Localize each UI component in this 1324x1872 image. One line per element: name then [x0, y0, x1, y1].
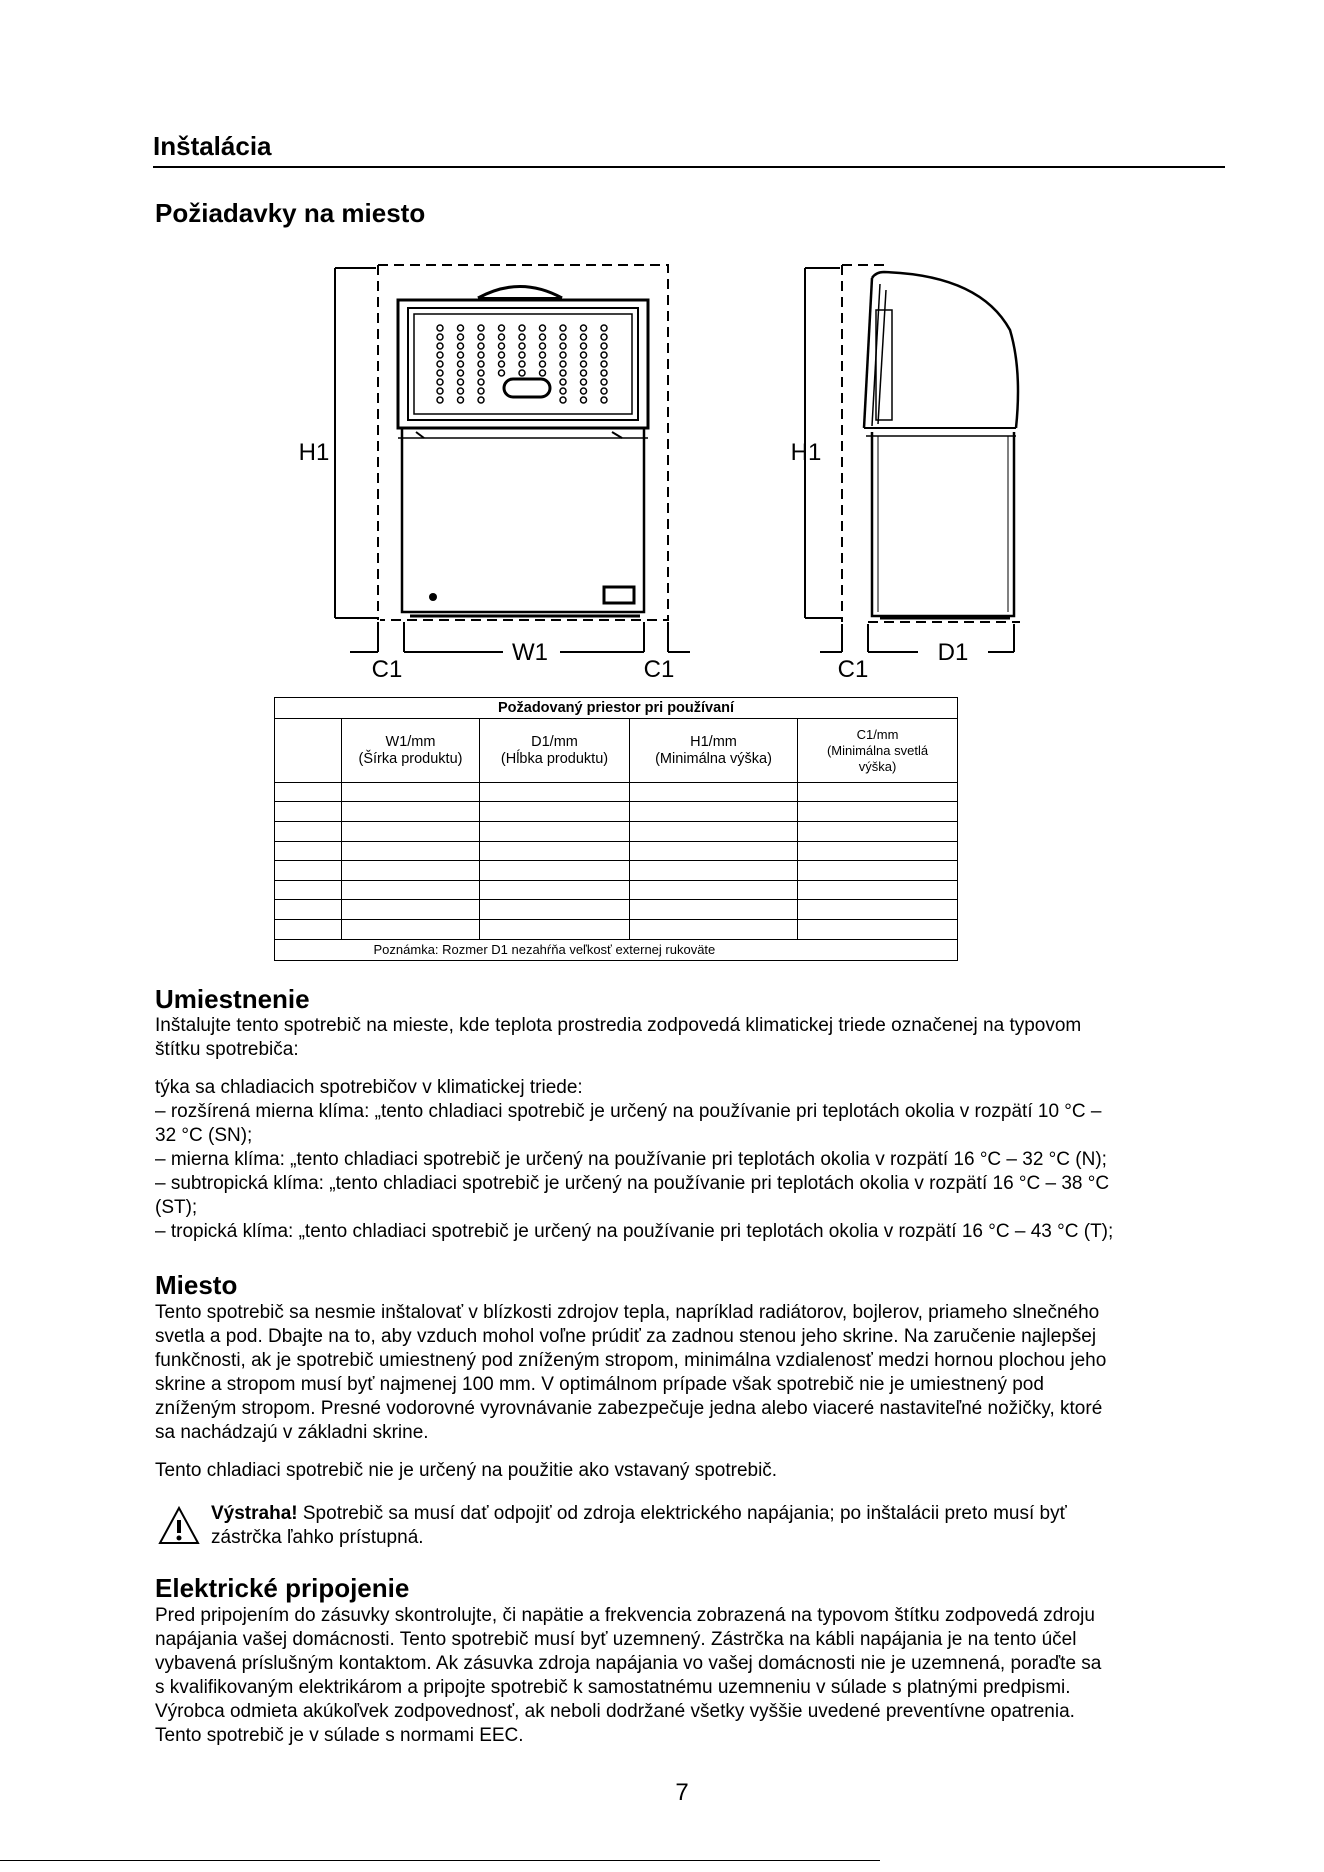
side-d1-label: D1	[937, 639, 969, 666]
vent-dot	[601, 343, 607, 349]
vent-dot	[519, 370, 525, 376]
vent-dot	[458, 379, 464, 385]
vent-dot	[560, 370, 566, 376]
vent-dot	[560, 325, 566, 331]
vent-dot	[581, 370, 587, 376]
vent-dot	[478, 370, 484, 376]
vent-dot	[560, 379, 566, 385]
table-row	[275, 880, 958, 900]
vent-dot	[499, 370, 505, 376]
vent-dot	[540, 343, 546, 349]
vent-dot	[437, 343, 443, 349]
table-row	[275, 841, 958, 861]
vent-dot	[458, 370, 464, 376]
side-h1-label: H1	[790, 439, 822, 466]
vent-dot	[437, 325, 443, 331]
section-location: Miesto	[155, 1270, 238, 1300]
table-row	[275, 822, 958, 842]
table-head-blank	[275, 719, 342, 783]
vent-dot	[540, 370, 546, 376]
heading-rule	[153, 166, 1225, 168]
front-w1-label: W1	[512, 639, 548, 666]
vent-dot	[499, 334, 505, 340]
vent-dot	[437, 352, 443, 358]
vent-dot	[458, 361, 464, 367]
vent-dot	[560, 361, 566, 367]
front-h1-label: H1	[298, 439, 330, 466]
warning-icon	[157, 1505, 201, 1547]
vent-dot	[458, 388, 464, 394]
electrical-paragraph: Pred pripojením do zásuvky skontrolujte, či napätie a frekvencia zobrazená na typovom štítku zodpovedá zdroju napájania vašej domácnosti. Tento spotrebič musí byť uzemnený. Zástrčka na kábli napájania je na tento účel vybavená príslušným kontaktom. Ak zásuvka zdroja napájania vo vašej domácnosti nie je uzemnená, poraďte sa s kvalifikovaným elektrikárom a pripojte spotrebič k samostatnému uzemneniu v súlade s platnými predpismi. Výrobca odmieta akúkoľvek zodpovednosť, ak neboli dodržané všetky vyššie uvedené preventívne opatrenia. Tento spotrebič je v súlade s normami EEC.	[155, 1605, 1102, 1746]
table-row	[275, 782, 958, 802]
table-row	[275, 920, 958, 940]
lock-dot	[429, 593, 437, 601]
dimension-diagram	[0, 250, 1324, 690]
section-placement: Umiestnenie	[155, 984, 310, 1014]
vent-dot	[540, 325, 546, 331]
vent-dot	[560, 343, 566, 349]
vent-dot	[540, 361, 546, 367]
vent-dot	[560, 334, 566, 340]
vent-dot	[581, 397, 587, 403]
vent-dot	[519, 334, 525, 340]
space-requirements-table	[274, 697, 958, 961]
vent-dot	[601, 325, 607, 331]
table-head-d1: D1/mm (Hĺbka produktu)	[480, 719, 630, 783]
vent-dot	[478, 343, 484, 349]
footer-rule	[0, 1860, 880, 1861]
vent-dot	[519, 361, 525, 367]
vent-dot	[478, 334, 484, 340]
vent-dot	[581, 388, 587, 394]
front-c1-right-label: C1	[643, 656, 675, 683]
vent-dot	[437, 370, 443, 376]
lid-vent-pattern	[437, 325, 607, 403]
location-paragraph: Tento spotrebič sa nesmie inštalovať v blízkosti zdrojov tepla, napríklad radiátorov, bojlerov, priameho slnečného svetla a pod. Dbajte na to, aby vzduch mohol voľne prúdiť za zadnou stenou jeho skrine. Na zaručenie najlepšej funkčnosti, ak je spotrebič umiestnený pod zníženým stropom, minimálna vzdialenosť medzi hornou plochou jeho skrine a stropom musí byť najmenej 100 mm. V optimálnom prípade však spotrebič nie je umiestnený pod zníženým stropom. Presné vodorovné vyrovnávanie zabezpečuje jedna alebo viaceré nastaviteľné nožičky, ktoré sa nachádzajú v základni skrine. Tento chladiaci spotrebič nie je určený na použitie ako vstavaný spotrebič.	[155, 1302, 1107, 1481]
vent-dot	[437, 379, 443, 385]
warning-text: Výstraha! Spotrebič sa musí dať odpojiť od zdroja elektrického napájania; po inštalácii preto musí byť zástrčka ľahko prístupná.	[211, 1503, 1067, 1548]
vent-dot	[458, 352, 464, 358]
vent-dot	[437, 397, 443, 403]
vent-dot	[458, 397, 464, 403]
vent-dot	[437, 334, 443, 340]
vent-dot	[601, 361, 607, 367]
vent-dot	[601, 397, 607, 403]
vent-dot	[581, 334, 587, 340]
vent-dot	[540, 352, 546, 358]
vent-dot	[478, 379, 484, 385]
front-c1-left-label: C1	[371, 656, 403, 683]
vent-dot	[458, 325, 464, 331]
vent-dot	[478, 388, 484, 394]
table-title: Požadovaný priestor pri používaní	[275, 698, 958, 719]
vent-dot	[560, 352, 566, 358]
table-head-h1: H1/mm (Minimálna výška)	[630, 719, 798, 783]
table-row	[275, 802, 958, 822]
table-head-w1: W1/mm (Šírka produktu)	[342, 719, 480, 783]
vent-dot	[499, 325, 505, 331]
table-head-c1: C1/mm (Minimálna svetlá výška)	[798, 719, 958, 783]
vent-dot	[560, 397, 566, 403]
lid-handle-slot	[504, 379, 550, 397]
vent-dot	[478, 397, 484, 403]
side-view	[805, 265, 1020, 652]
vent-dot	[478, 361, 484, 367]
vent-dot	[601, 352, 607, 358]
warning-label: Výstraha!	[211, 1503, 298, 1524]
vent-dot	[601, 379, 607, 385]
vent-dot	[519, 325, 525, 331]
vent-dot	[581, 379, 587, 385]
section-electrical: Elektrické pripojenie	[155, 1573, 410, 1603]
vent-dot	[499, 361, 505, 367]
vent-dot	[478, 352, 484, 358]
vent-dot	[581, 352, 587, 358]
section-site-requirements: Požiadavky na miesto	[155, 198, 426, 228]
vent-dot	[519, 352, 525, 358]
vent-dot	[581, 343, 587, 349]
vent-dot	[560, 388, 566, 394]
page-heading: Inštalácia	[153, 131, 272, 161]
vent-dot	[437, 361, 443, 367]
vent-dot	[499, 352, 505, 358]
vent-dot	[458, 343, 464, 349]
vent-dot	[581, 361, 587, 367]
front-view	[335, 265, 690, 652]
table-row	[275, 861, 958, 881]
vent-dot	[601, 388, 607, 394]
side-c1-label: C1	[837, 656, 869, 683]
vent-dot	[499, 343, 505, 349]
vent-dot	[601, 334, 607, 340]
page-number: 7	[675, 1779, 689, 1806]
vent-dot	[540, 334, 546, 340]
vent-dot	[581, 325, 587, 331]
vent-dot	[458, 334, 464, 340]
placement-paragraph: Inštalujte tento spotrebič na mieste, kde teplota prostredia zodpovedá klimatickej triede označenej na typovom štítku spotrebiča: týka sa chladiacich spotrebičov v klimatickej triede: – rozšírená mierna klíma: „tento chladiaci spotrebič je určený na používanie pri teplotách okolia v rozpätí 10 °C – 32 °C (SN); – mierna klíma: „tento chladiaci spotrebič je určený na používanie pri teplotách okolia v rozpätí 16 °C – 32 °C (N); – subtropická klíma: „tento chladiaci spotrebič je určený na používanie pri teplotách okolia v rozpätí 16 °C – 38 °C (ST); – tropická klíma: „tento chladiaci spotrebič je určený na používanie pri teplotách okolia v rozpätí 16 °C – 43 °C (T);	[155, 1015, 1114, 1242]
vent-dot	[601, 370, 607, 376]
table-note: Poznámka: Rozmer D1 nezahŕňa veľkosť externej rukoväte	[342, 939, 958, 960]
table-row	[275, 900, 958, 920]
vent-dot	[478, 325, 484, 331]
vent-dot	[519, 343, 525, 349]
vent-dot	[437, 388, 443, 394]
